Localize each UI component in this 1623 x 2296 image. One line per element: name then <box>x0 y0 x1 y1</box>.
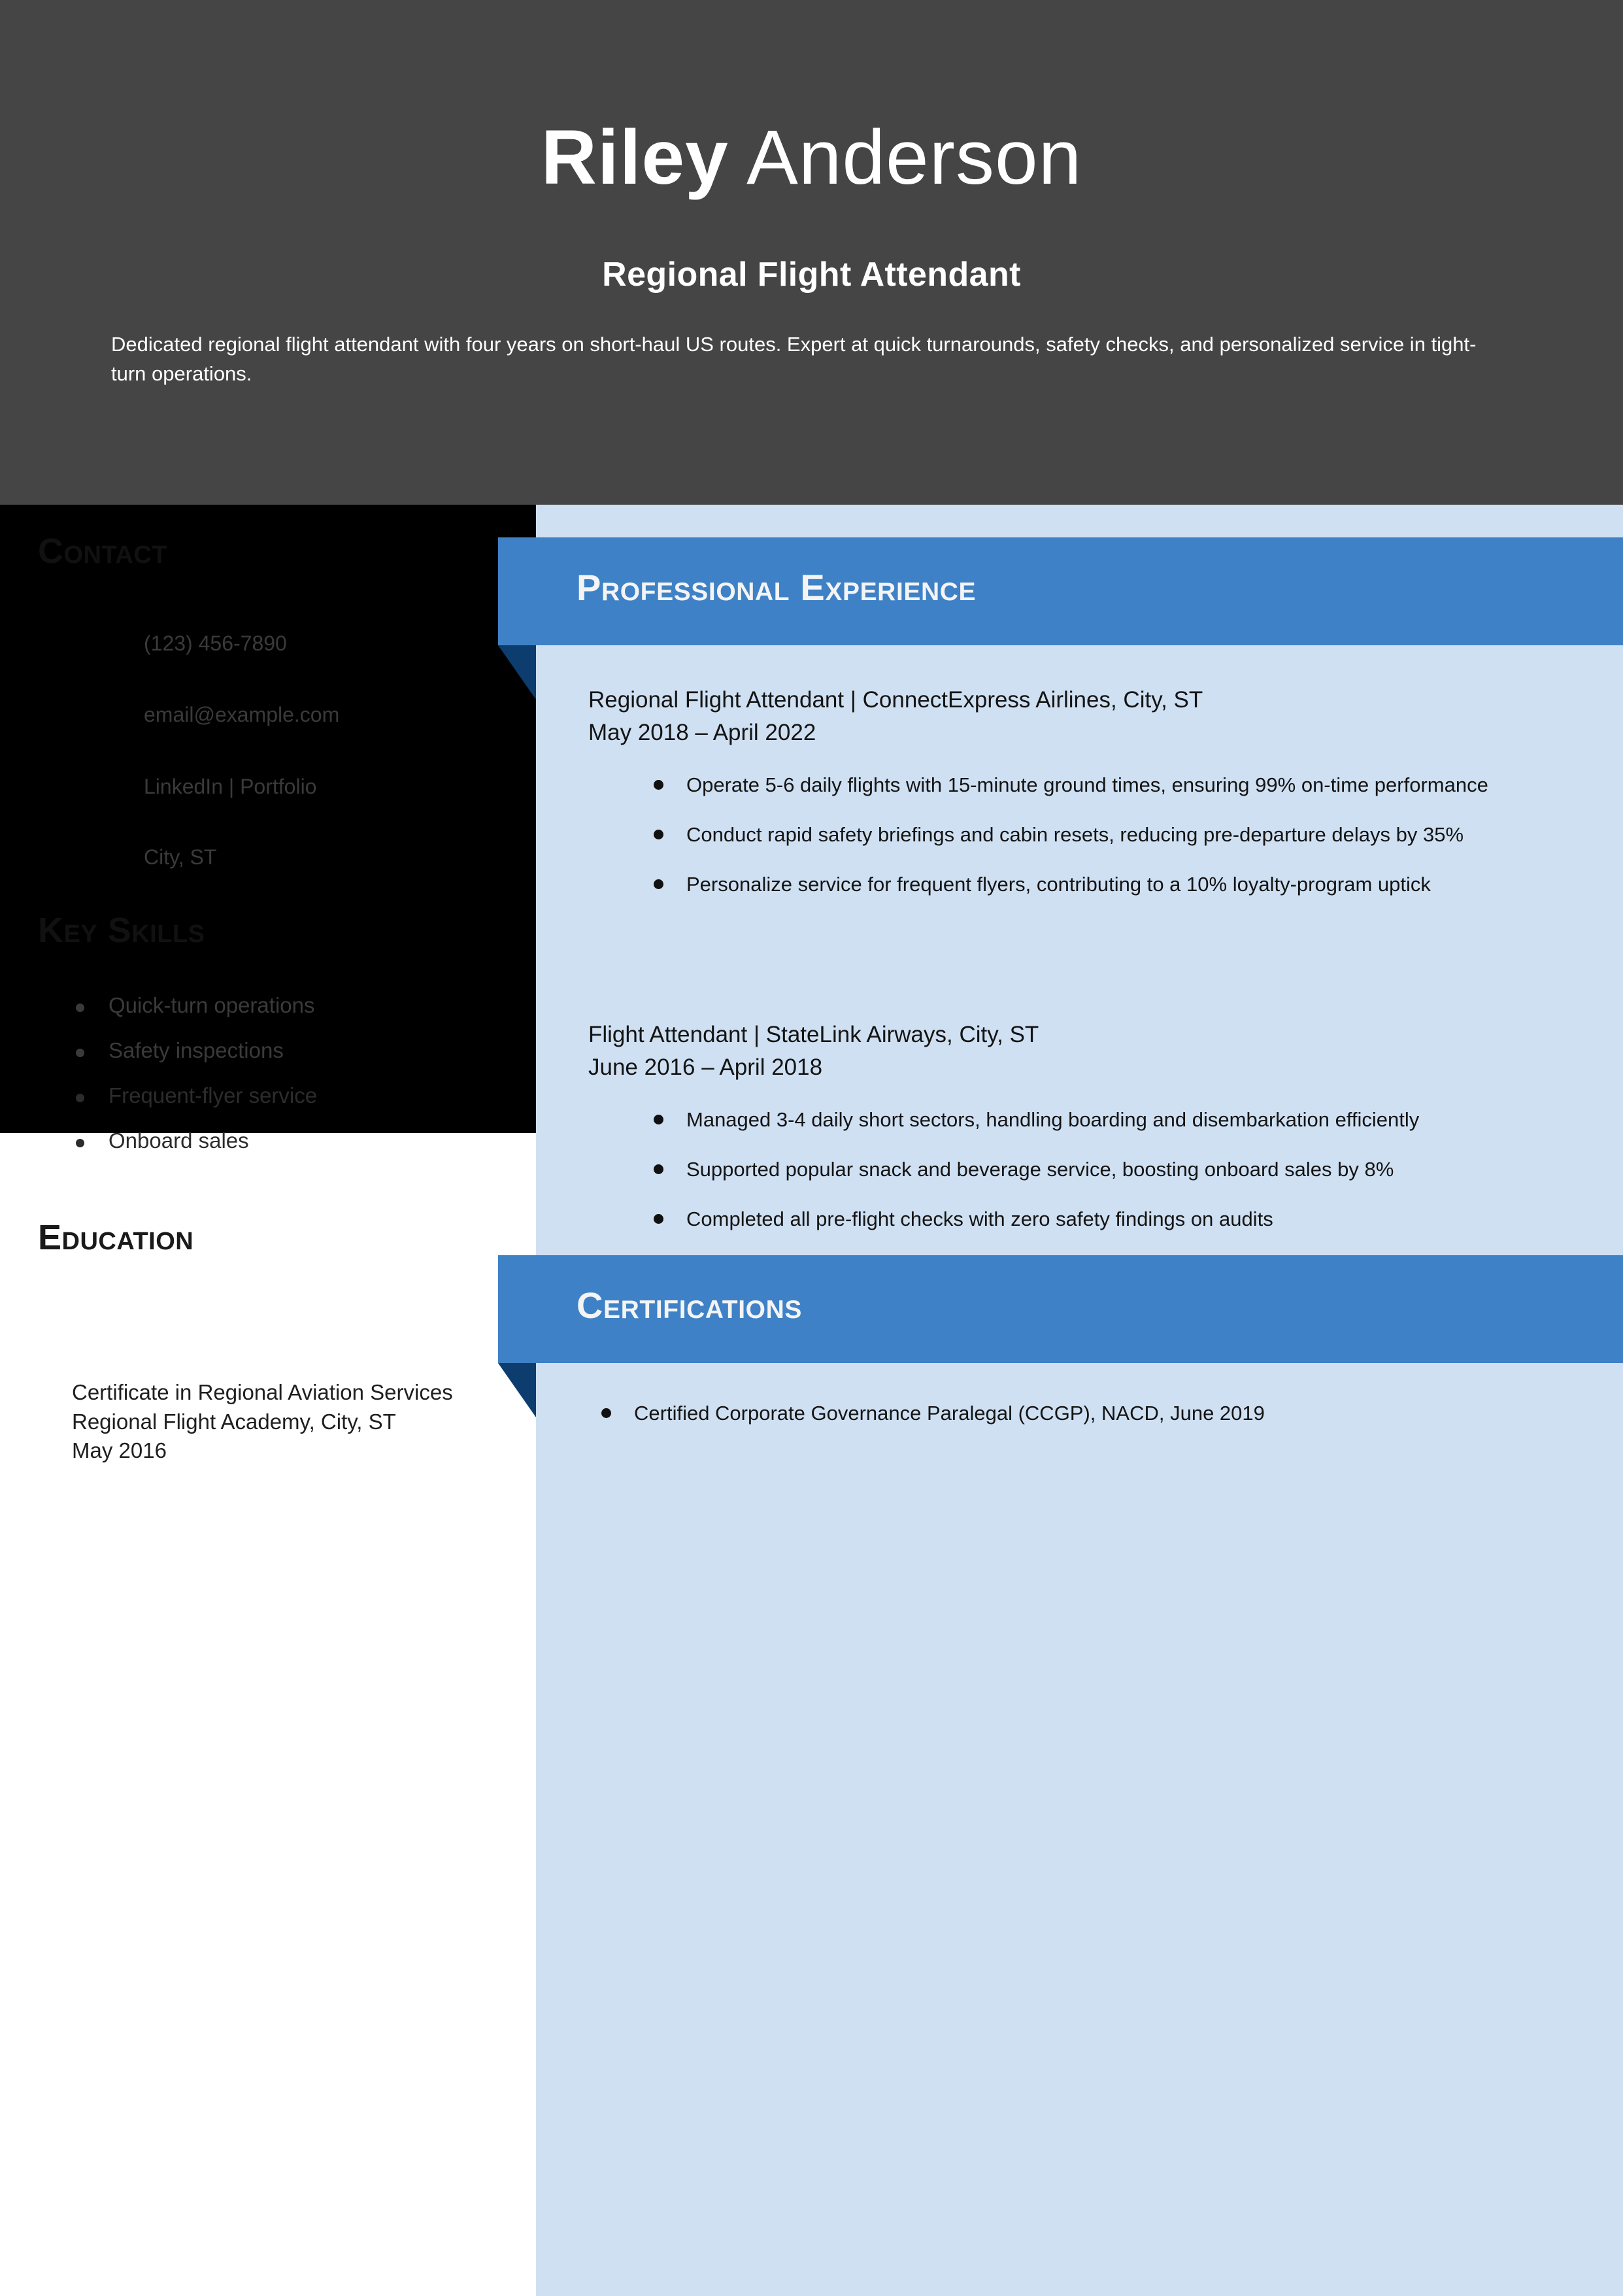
job-title: Regional Flight Attendant <box>602 256 1021 294</box>
job-bullet: Personalize service for frequent flyers, contributing to a 10% loyalty-program uptick <box>588 870 1582 899</box>
job-bullets <box>588 771 1582 899</box>
contact-heading: Contact <box>38 532 167 571</box>
skill-item: Onboard sales <box>72 1128 529 1153</box>
job-header <box>588 684 1582 749</box>
first-name: Riley <box>541 114 729 201</box>
contact-links[interactable]: LinkedIn | Portfolio <box>144 775 317 798</box>
certification-item: Certified Corporate Governance Paralegal (CCGP), NACD, June 2019 <box>588 1399 1265 1428</box>
job-role: Regional Flight Attendant | ConnectExpress Airlines, City, ST <box>588 687 1203 713</box>
certifications-banner <box>498 1255 1623 1363</box>
education-school: Regional Flight Academy, City, ST <box>72 1409 396 1434</box>
job-bullet: Supported popular snack and beverage service, boosting onboard sales by 8% <box>588 1155 1582 1184</box>
last-name: Anderson <box>746 114 1082 201</box>
education-heading: Education <box>38 1218 194 1257</box>
contact-location: City, ST <box>144 845 217 869</box>
education-degree: Certificate in Regional Aviation Services <box>72 1380 453 1404</box>
job-bullet: Managed 3-4 daily short sectors, handling boarding and disembarkation efficiently <box>588 1106 1582 1134</box>
key-skills-heading: Key Skills <box>38 911 205 950</box>
skill-item: Safety inspections <box>72 1038 529 1063</box>
job-bullet: Conduct rapid safety briefings and cabin resets, reducing pre-departure delays by 35% <box>588 820 1582 849</box>
experience-entry <box>588 1019 1582 1255</box>
skill-item: Frequent-flyer service <box>72 1083 529 1108</box>
job-bullet: Completed all pre-flight checks with zero safety findings on audits <box>588 1205 1582 1234</box>
resume-header <box>0 0 1623 505</box>
sidebar <box>0 505 536 2296</box>
certifications-title: Certifications <box>577 1285 802 1326</box>
professional-experience-title: Professional Experience <box>577 567 977 608</box>
professional-experience-banner <box>498 537 1623 645</box>
contact-phone[interactable]: (123) 456-7890 <box>144 632 287 655</box>
job-bullets <box>588 1106 1582 1234</box>
page-title <box>0 114 1623 201</box>
job-bullet: Operate 5-6 daily flights with 15-minute ground times, ensuring 99% on-time performance <box>588 771 1582 800</box>
education-date: May 2016 <box>72 1438 167 1463</box>
job-dates: May 2018 – April 2022 <box>588 719 816 745</box>
job-header <box>588 1019 1582 1083</box>
education-entry <box>72 1378 523 1466</box>
job-role: Flight Attendant | StateLink Airways, City, ST <box>588 1022 1039 1047</box>
contact-email[interactable]: email@example.com <box>144 703 340 726</box>
experience-entry <box>588 684 1582 920</box>
skill-item: Quick-turn operations <box>72 993 529 1018</box>
professional-summary: Dedicated regional flight attendant with four years on short-haul US routes. Expert at quick turnarounds, safety checks, and personalized service in tight-turn operations. <box>111 333 1477 385</box>
job-dates: June 2016 – April 2018 <box>588 1054 823 1080</box>
